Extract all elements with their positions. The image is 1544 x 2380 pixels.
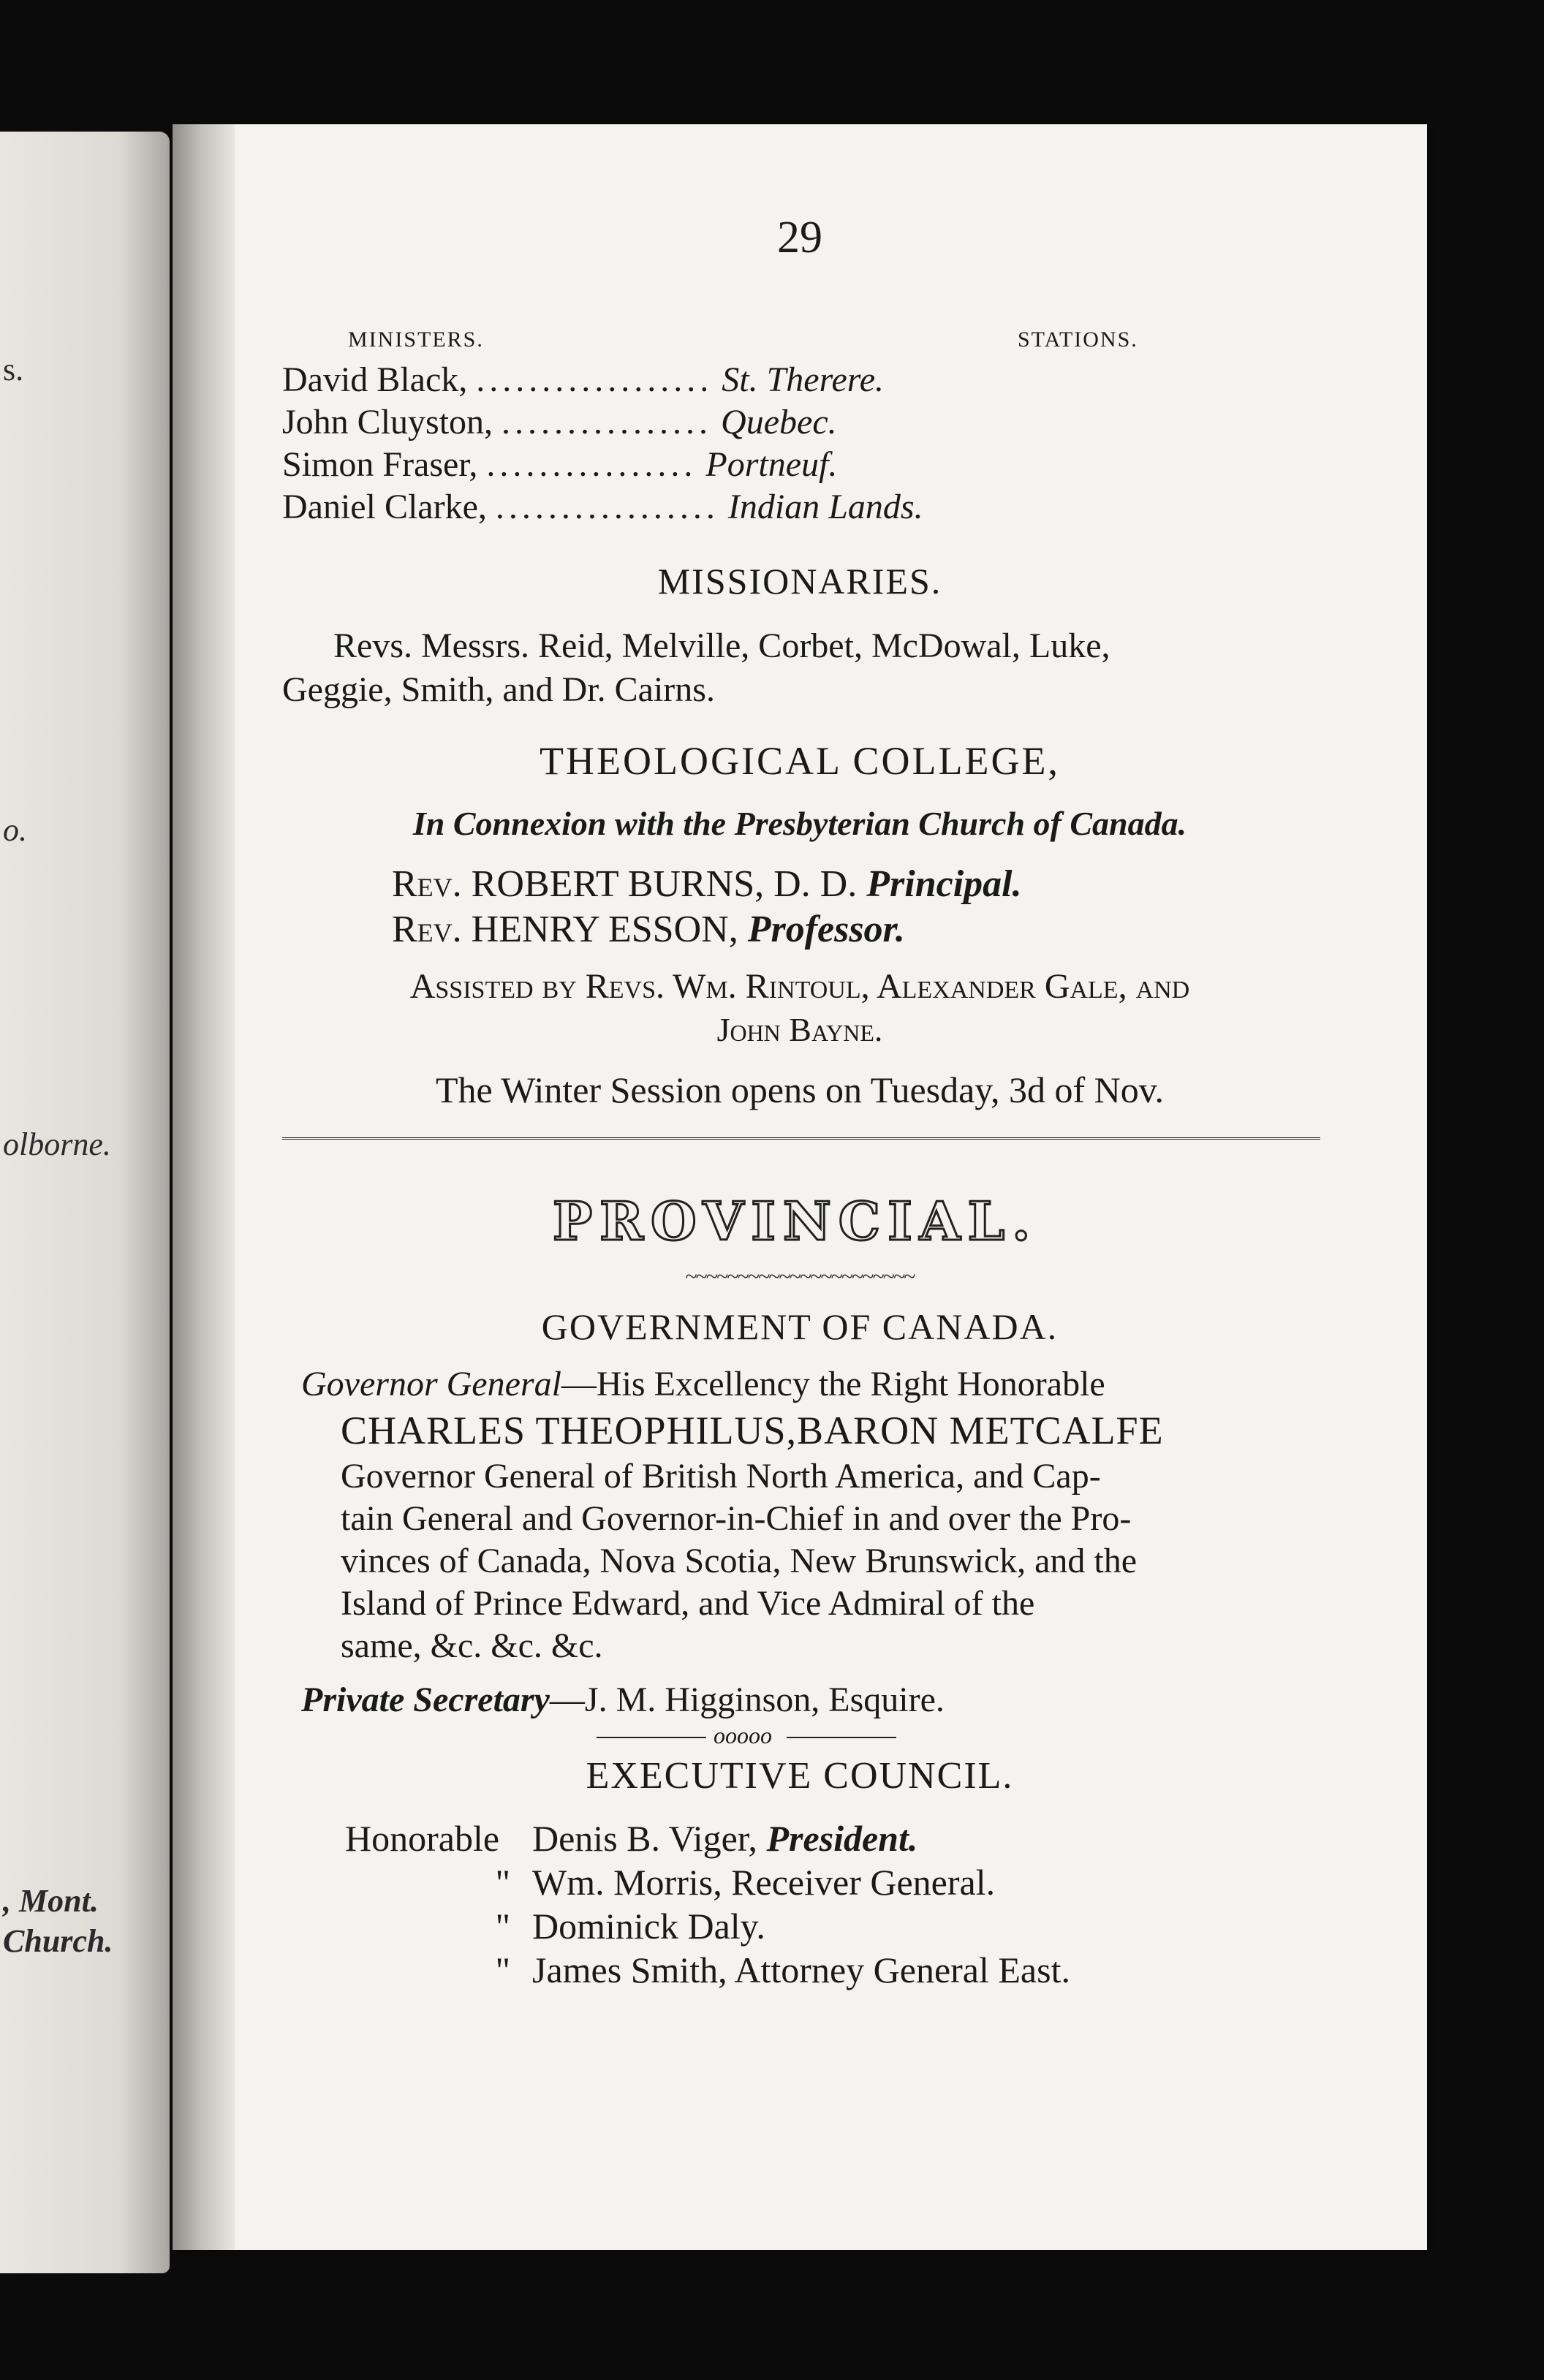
minister-row — [282, 444, 1320, 485]
gg-name: CHARLES THEOPHILUS,BARON METCALFE — [341, 1409, 1164, 1452]
station-name: Indian Lands. — [727, 488, 923, 526]
gg-description-line: same, &c. &c. &c. — [341, 1626, 603, 1665]
college-subheading: In Connexion with the Presbyterian Church of Canada. — [412, 805, 1187, 842]
ps-text: —J. M. Higginson, Esquire. — [549, 1680, 945, 1719]
leader-dots: ................. — [495, 488, 719, 526]
facing-fragment: Church. — [3, 1923, 113, 1959]
council-heading: EXECUTIVE COUNCIL. — [586, 1755, 1014, 1797]
minister-name: John Cluyston, — [282, 403, 493, 441]
gg-description-line: Governor General of British North America, and Cap- — [341, 1457, 1101, 1496]
gg-description-line: tain General and Governor-in-Chief in and over the Pro- — [341, 1499, 1132, 1538]
professor-role: Professor. — [747, 909, 905, 950]
minister-name: Simon Fraser, — [282, 445, 478, 484]
principal-role: Principal. — [866, 863, 1022, 905]
minister-row — [282, 487, 1320, 527]
private-secretary-line — [301, 1680, 945, 1720]
minister-name: David Black, — [282, 360, 468, 399]
leader-dots: ................ — [486, 445, 697, 484]
council-prefix: " — [495, 1906, 510, 1947]
section-rule — [282, 1137, 1320, 1142]
council-prefix: " — [495, 1862, 510, 1903]
station-name: Quebec. — [721, 403, 837, 441]
wavy-divider: ~~~~~~~~~~~~~~~~~~~~~~ — [685, 1265, 915, 1289]
separator: ooooo — [714, 1722, 772, 1748]
council-prefix: Honorable — [345, 1818, 500, 1859]
ps-label: Private Secretary — [301, 1680, 550, 1719]
title-rev: Rev. — [392, 863, 462, 905]
council-name: James Smith, Attorney General East. — [532, 1949, 1070, 1990]
council-role: President. — [766, 1818, 918, 1859]
professor-line — [392, 908, 905, 951]
college-heading: THEOLOGICAL COLLEGE, — [540, 739, 1060, 783]
council-name: Dominick Daly. — [532, 1906, 765, 1947]
government-heading: GOVERNMENT OF CANADA. — [541, 1306, 1059, 1347]
council-name: Wm. Morris, Receiver General. — [532, 1862, 996, 1903]
stations-header: STATIONS. — [1018, 327, 1138, 352]
facing-fragment: olborne. — [3, 1126, 111, 1162]
gg-label: Governor General — [301, 1365, 561, 1403]
gg-text: —His Excellency the Right Honorable — [561, 1365, 1105, 1403]
assisted-text: John Bayne. — [716, 1011, 883, 1048]
book-page — [173, 124, 1427, 2250]
gg-description-line: Island of Prince Edward, and Vice Admiral of the — [341, 1584, 1035, 1623]
title-rev: Rev. — [392, 909, 462, 950]
minister-row — [282, 402, 1320, 442]
facing-fragment: , Mont. — [3, 1883, 99, 1919]
missionaries-text: Geggie, Smith, and Dr. Cairns. — [282, 670, 715, 709]
separator-rule-left — [597, 1737, 706, 1738]
council-member — [345, 1817, 917, 1860]
assisted-text: Assisted by Revs. Wm. Rintoul, Alexander Gale, and — [409, 967, 1190, 1006]
provincial-heading: PROVINCIAL. — [553, 1190, 1038, 1252]
station-name: St. Therere. — [722, 360, 885, 399]
missionaries-text: Revs. Messrs. Reid, Melville, Corbet, McDowal, Luke, — [333, 626, 1110, 665]
minister-name: Daniel Clarke, — [282, 488, 487, 526]
facing-page — [0, 132, 170, 2273]
principal-name: ROBERT BURNS, D. D. — [471, 863, 858, 905]
council-member — [345, 1949, 1070, 1991]
principal-line — [392, 863, 1022, 906]
session-note: The Winter Session opens on Tuesday, 3d of Nov. — [435, 1069, 1165, 1110]
council-member — [345, 1905, 765, 1947]
page-number: 29 — [777, 213, 822, 262]
minister-row — [282, 360, 1320, 400]
facing-fragment: s. — [3, 352, 24, 387]
gg-description-line: vinces of Canada, Nova Scotia, New Brunswick, and the — [341, 1542, 1138, 1580]
page-gutter — [173, 124, 235, 2250]
council-member — [345, 1861, 995, 1903]
separator-rule-right — [787, 1737, 896, 1738]
professor-name: HENRY ESSON, — [471, 909, 738, 950]
governor-general-line — [301, 1364, 1105, 1404]
missionaries-heading: MISSIONARIES. — [657, 561, 942, 602]
council-prefix: " — [495, 1949, 510, 1990]
council-name: Denis B. Viger, — [532, 1818, 757, 1859]
leader-dots: ................ — [502, 403, 713, 441]
leader-dots: .................. — [476, 360, 714, 399]
ministers-header: MINISTERS. — [348, 327, 484, 352]
facing-fragment: o. — [3, 812, 27, 848]
station-name: Portneuf. — [705, 445, 838, 484]
